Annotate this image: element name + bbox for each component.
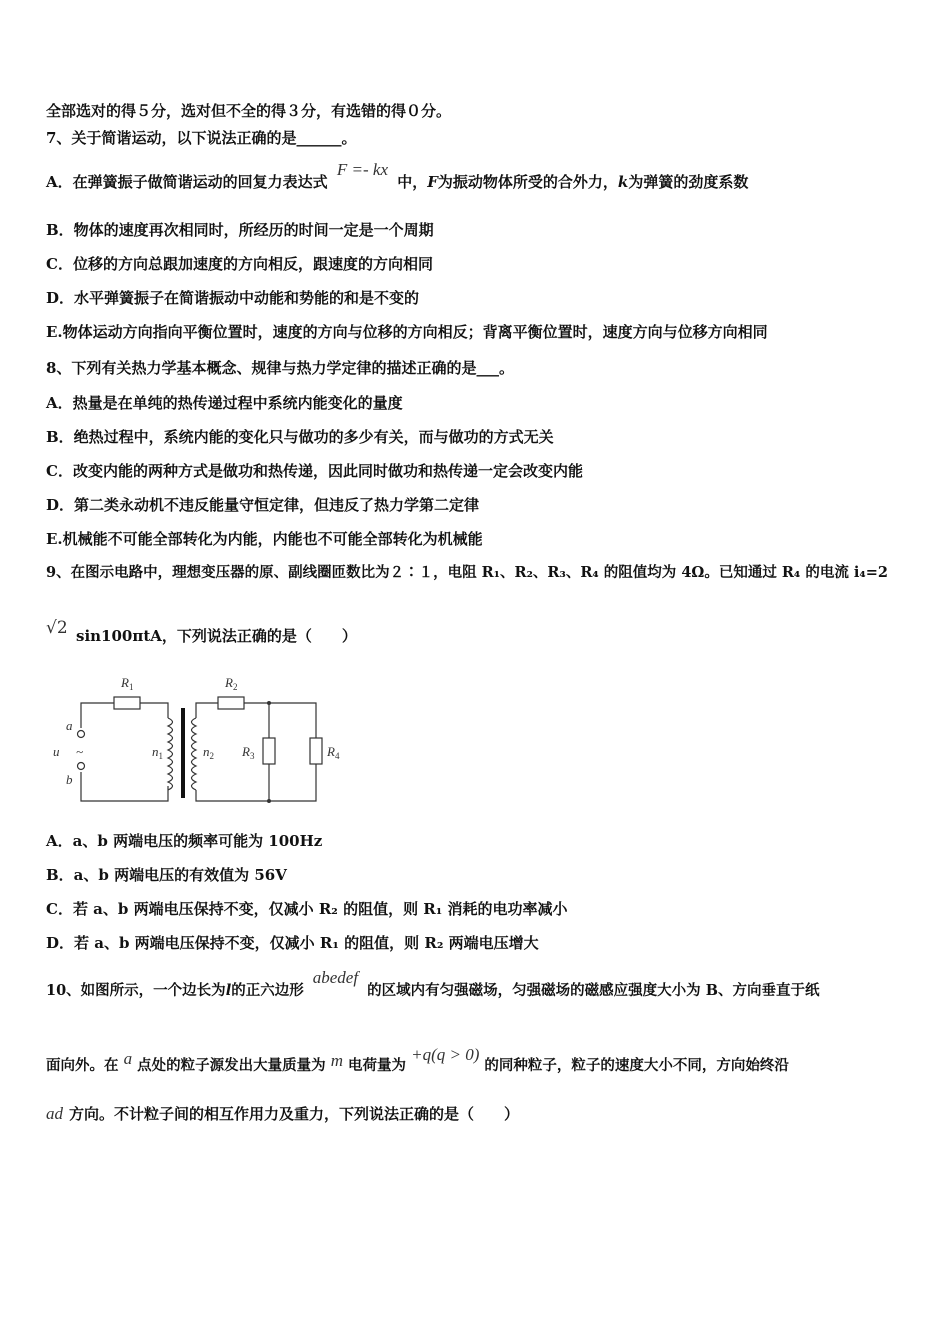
question-10-stem-line2 — [46, 1045, 789, 1076]
question-9-stem-line2: sin100πtA，下列说法正确的是（ ） — [76, 627, 357, 645]
instruction-text: 全部选对的得５分，选对但不全的得３分，有选错的得０分。 — [46, 102, 452, 120]
question-9-option-b: B．a、b 两端电压的有效值为 56V — [46, 866, 287, 884]
option-a-text-pre: A．在弹簧振子做简谐运动的回复力表达式 — [46, 173, 328, 191]
q10-text-pre: 10、如图所示，一个边长为 — [46, 982, 226, 999]
sqrt-two: √2 — [46, 618, 68, 638]
q10-line2-mid2: 电荷量为 — [348, 1057, 407, 1074]
question-8-option-a: A．热量是在单纯的热传递过程中系统内能变化的量度 — [46, 394, 403, 412]
label-r1: $R_1$ — [121, 675, 134, 692]
question-7-option-c: C．位移的方向总跟加速度的方向相反，跟速度的方向相同 — [46, 255, 433, 273]
label-u: u — [53, 744, 60, 759]
direction-ad: ad — [46, 1104, 63, 1123]
label-n2: $n_2$ — [203, 744, 214, 761]
label-b: b — [66, 772, 73, 787]
q10-line3-text: 方向。不计粒子间的相互作用力及重力，下列说法正确的是（ ） — [69, 1105, 520, 1123]
question-7-option-b: B．物体的速度再次相同时，所经历的时间一定是一个周期 — [46, 221, 434, 239]
question-7-option-e: E.物体运动方向指向平衡位置时，速度的方向与位移的方向相反；背离平衡位置时，速度方向与位移方向相同 — [46, 323, 768, 341]
question-9-option-c: C．若 a、b 两端电压保持不变，仅减小 R₂ 的阻值，则 R₁ 消耗的电功率减小 — [46, 900, 568, 918]
hexagon-name: abedef — [312, 968, 359, 987]
question-10-stem-line1 — [46, 968, 820, 1001]
label-r3: $R_3$ — [242, 744, 255, 761]
q10-line2-mid1: 点处的粒子源发出大量质量为 — [137, 1057, 326, 1074]
question-10-stem-line3 — [46, 1104, 519, 1124]
question-7-option-a — [46, 160, 749, 192]
question-8-option-d: D．第二类永动机不违反能量守恒定律，但违反了热力学第二定律 — [46, 496, 480, 514]
option-a-text-1: 中， — [397, 173, 428, 191]
question-7-stem: 7、关于简谐运动，以下说法正确的是______。 — [46, 129, 357, 147]
q10-text-mid: 的正六边形 — [231, 982, 304, 999]
question-8-option-c: C．改变内能的两种方式是做功和热传递，因此同时做功和热传递一定会改变内能 — [46, 462, 583, 480]
label-r4: $R_4$ — [327, 744, 340, 761]
var-f: F — [427, 173, 438, 191]
question-9-stem-line1: 9、在图示电路中，理想变压器的原、副线圈匝数比为２∶１，电阻 R₁、R₂、R₃、R₄ 的阻值均为 4Ω。已知通过 R₄ 的电流 i₄=2 — [46, 564, 888, 581]
option-a-text-2: 为振动物体所受的合外力， — [437, 173, 618, 191]
q10-line2-post: 的同种粒子，粒子的速度大小不同，方向始终沿 — [484, 1057, 789, 1074]
q10-text-post: 的区域内有匀强磁场，匀强磁场的磁感应强度大小为 B、方向垂直于纸 — [367, 982, 820, 999]
label-a: a — [66, 718, 73, 733]
question-8-option-b: B．绝热过程中，系统内能的变化只与做功的多少有关，而与做功的方式无关 — [46, 428, 554, 446]
question-8-option-e: E.机械能不可能全部转化为内能，内能也不可能全部转化为机械能 — [46, 530, 483, 548]
label-n1: $n_1$ — [152, 744, 163, 761]
question-9-option-d: D．若 a、b 两端电压保持不变，仅减小 R₁ 的阻值，则 R₂ 两端电压增大 — [46, 934, 539, 952]
transformer-circuit-diagram — [48, 668, 348, 808]
question-7-option-d: D．水平弹簧振子在简谐振动中动能和势能的和是不变的 — [46, 289, 420, 307]
question-9-option-a: A．a、b 两端电压的频率可能为 100Hz — [46, 832, 323, 850]
formula-hooke: F =- kx — [336, 160, 388, 179]
q10-line2-pre: 面向外。在 — [46, 1057, 119, 1074]
option-a-text-3: 为弹簧的劲度系数 — [628, 173, 749, 191]
ac-source-symbol: ~ — [76, 744, 84, 759]
var-a: a — [123, 1049, 133, 1068]
var-m: m — [330, 1051, 343, 1070]
question-8-stem: 8、下列有关热力学基本概念、规律与热力学定律的描述正确的是___。 — [46, 359, 514, 377]
label-r2: $R_2$ — [225, 675, 238, 692]
var-k: k — [617, 173, 629, 191]
charge-expression: +q(q > 0) — [411, 1045, 480, 1064]
var-l: l — [225, 982, 232, 999]
transformer-core — [181, 708, 185, 798]
